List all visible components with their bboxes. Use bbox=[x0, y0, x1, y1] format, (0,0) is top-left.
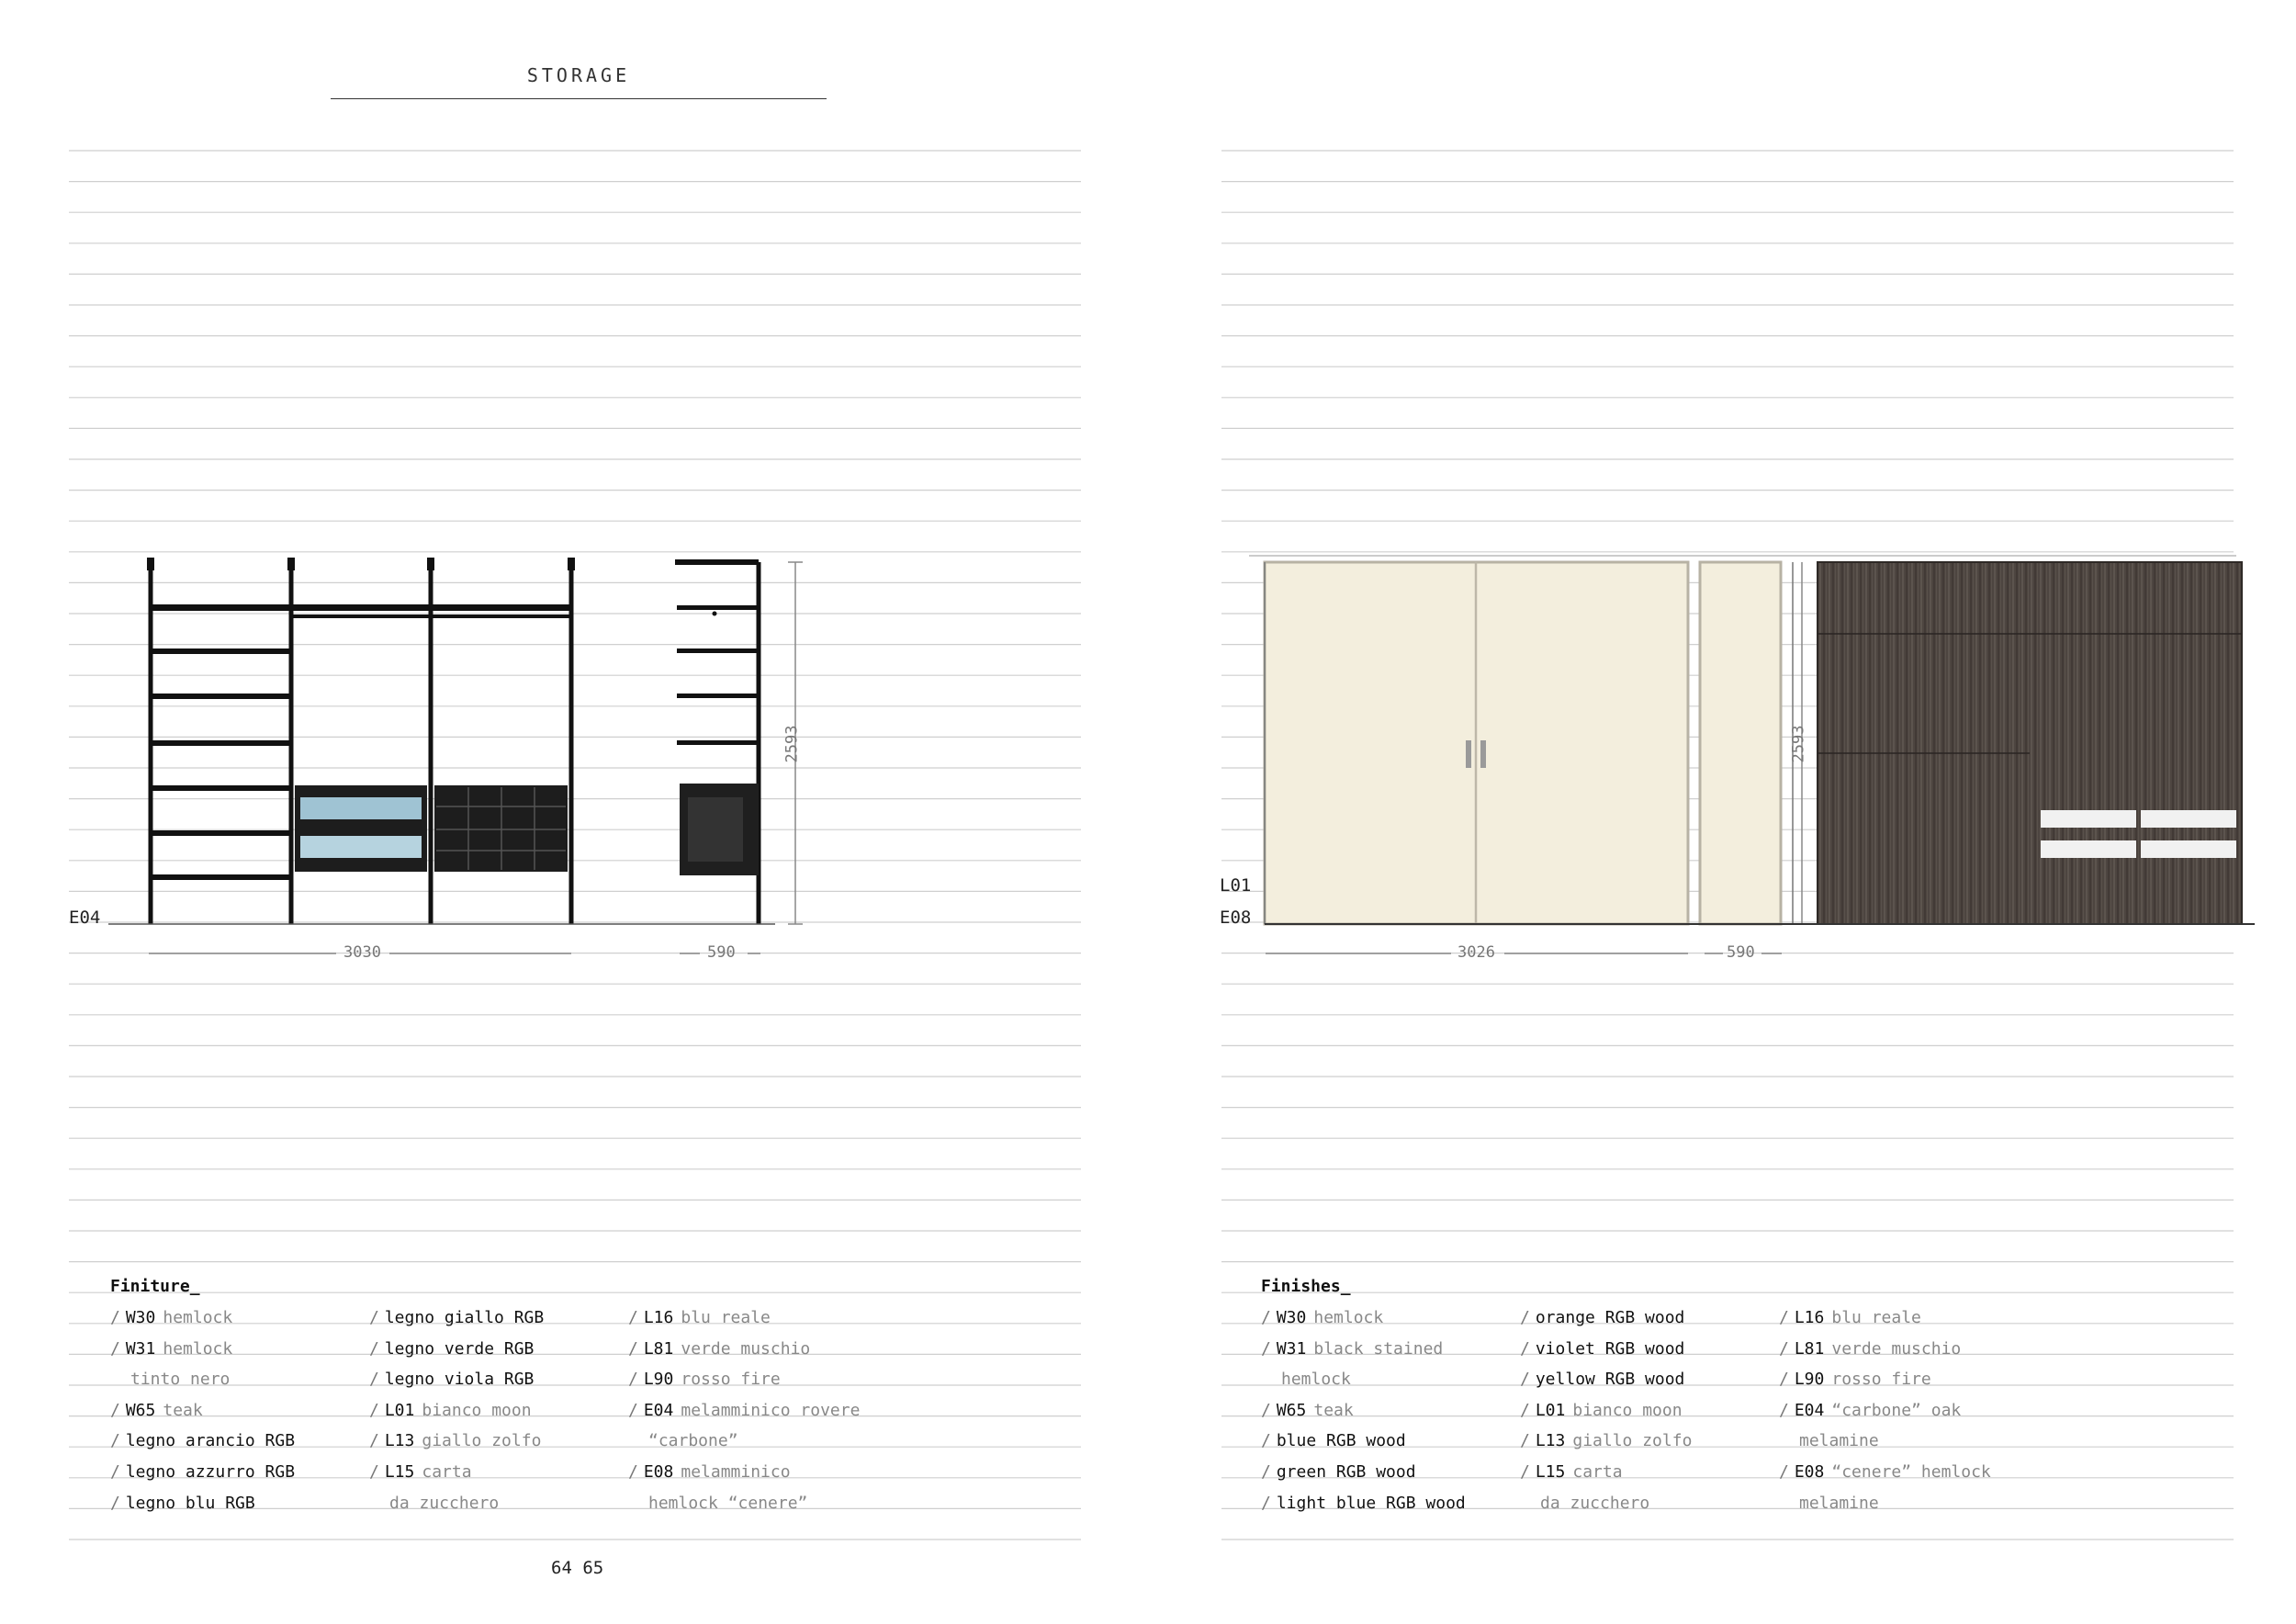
list-bullet: / bbox=[628, 1338, 638, 1359]
depth-dimension: 590 bbox=[707, 943, 736, 962]
finish-item-name: carta bbox=[422, 1461, 472, 1482]
finish-item-code: E04 bbox=[1794, 1400, 1825, 1420]
height-dimension: 2593 bbox=[1789, 725, 1808, 763]
finish-item bbox=[369, 1364, 544, 1395]
right-page bbox=[1148, 0, 2296, 1624]
finish-item bbox=[110, 1334, 295, 1365]
list-bullet: / bbox=[369, 1308, 379, 1327]
finish-item-name: carta bbox=[1572, 1461, 1623, 1482]
list-bullet: / bbox=[369, 1370, 379, 1390]
list-bullet: / bbox=[110, 1308, 120, 1327]
finish-item-continuation: tinto nero bbox=[130, 1370, 231, 1390]
finish-item-code: W65 bbox=[1276, 1400, 1307, 1420]
height-dimension: 2593 bbox=[782, 725, 802, 763]
finish-item-name: teak bbox=[163, 1400, 203, 1420]
finish-item bbox=[110, 1457, 295, 1488]
finish-item bbox=[110, 1488, 295, 1519]
finish-item-name: hemlock bbox=[163, 1338, 233, 1359]
finish-item bbox=[1520, 1457, 1692, 1488]
finish-item bbox=[1520, 1303, 1692, 1334]
finish-item-code: W31 bbox=[125, 1338, 156, 1359]
finish-item-code: E08 bbox=[643, 1461, 674, 1482]
finish-item-code: L15 bbox=[384, 1461, 415, 1482]
finish-item-code: L01 bbox=[384, 1400, 415, 1420]
finish-item bbox=[1520, 1395, 1692, 1427]
list-bullet: / bbox=[110, 1338, 120, 1359]
list-bullet: / bbox=[1261, 1308, 1271, 1327]
finish-item bbox=[1779, 1488, 1991, 1519]
list-bullet: / bbox=[110, 1493, 120, 1513]
finish-item-code: L16 bbox=[643, 1308, 674, 1327]
finish-item-code: E08 bbox=[1794, 1461, 1825, 1482]
finish-item bbox=[1520, 1364, 1692, 1395]
list-bullet: / bbox=[1520, 1370, 1530, 1390]
finish-item bbox=[1261, 1364, 1466, 1395]
finish-item-name: rosso fire bbox=[681, 1370, 781, 1390]
finish-item bbox=[1261, 1334, 1466, 1365]
finish-item bbox=[369, 1303, 544, 1334]
list-bullet: / bbox=[1520, 1308, 1530, 1327]
finish-item-code: L81 bbox=[1794, 1338, 1825, 1359]
finish-item bbox=[1779, 1303, 1991, 1334]
finish-item bbox=[628, 1426, 860, 1457]
list-bullet: / bbox=[110, 1400, 120, 1420]
finish-item bbox=[1261, 1395, 1466, 1427]
list-bullet: / bbox=[1520, 1431, 1530, 1451]
finish-item-continuation: melamine bbox=[1799, 1431, 1879, 1451]
list-bullet: / bbox=[1261, 1338, 1271, 1359]
finish-item-code: W31 bbox=[1276, 1338, 1307, 1359]
finish-item-code: E04 bbox=[643, 1400, 674, 1420]
finish-item-code: L01 bbox=[1535, 1400, 1566, 1420]
finish-item-code: L15 bbox=[1535, 1461, 1566, 1482]
finish-item-name: verde muschio bbox=[681, 1338, 811, 1359]
finish-item-name: legno blu RGB bbox=[125, 1493, 255, 1513]
finish-item bbox=[1779, 1334, 1991, 1365]
finish-item-name: yellow RGB wood bbox=[1535, 1370, 1685, 1390]
finish-list-col-2 bbox=[1520, 1303, 1692, 1518]
finish-item bbox=[1261, 1426, 1466, 1457]
finish-item-continuation: hemlock “cenere” bbox=[648, 1493, 808, 1513]
finish-item bbox=[1261, 1303, 1466, 1334]
finish-item-name: legno azzurro RGB bbox=[125, 1461, 296, 1482]
finish-item-name: legno arancio RGB bbox=[125, 1431, 296, 1451]
finishes-heading: Finiture_ bbox=[110, 1277, 200, 1296]
finish-item-name: hemlock bbox=[1313, 1308, 1384, 1327]
list-bullet: / bbox=[1520, 1461, 1530, 1482]
finish-list-col-2 bbox=[369, 1303, 544, 1518]
list-bullet: / bbox=[1779, 1461, 1789, 1482]
finish-item bbox=[369, 1395, 544, 1427]
list-bullet: / bbox=[369, 1338, 379, 1359]
list-bullet: / bbox=[369, 1461, 379, 1482]
finish-item bbox=[628, 1303, 860, 1334]
list-bullet: / bbox=[1779, 1370, 1789, 1390]
finish-item bbox=[1261, 1457, 1466, 1488]
list-bullet: / bbox=[628, 1370, 638, 1390]
finish-item bbox=[628, 1364, 860, 1395]
finish-list-col-3 bbox=[628, 1303, 860, 1518]
finish-item-name: verde muschio bbox=[1831, 1338, 1962, 1359]
list-bullet: / bbox=[1779, 1338, 1789, 1359]
list-bullet: / bbox=[369, 1431, 379, 1451]
finish-item-name: “cenere” hemlock bbox=[1831, 1461, 1991, 1482]
finish-list-col-1 bbox=[110, 1303, 295, 1518]
finish-item-name: legno verde RGB bbox=[384, 1338, 535, 1359]
finish-item-continuation: da zucchero bbox=[389, 1493, 500, 1513]
finish-code-label-e08: E08 bbox=[1220, 908, 1252, 928]
list-bullet: / bbox=[1520, 1400, 1530, 1420]
list-bullet: / bbox=[628, 1400, 638, 1420]
finish-item-name: blu reale bbox=[1831, 1308, 1921, 1327]
finish-item bbox=[369, 1334, 544, 1365]
finish-item-code: L90 bbox=[1794, 1370, 1825, 1390]
list-bullet: / bbox=[1779, 1400, 1789, 1420]
finish-item-name: black stained bbox=[1313, 1338, 1444, 1359]
list-bullet: / bbox=[110, 1461, 120, 1482]
finish-item-name: giallo zolfo bbox=[422, 1431, 542, 1451]
finish-item bbox=[1520, 1426, 1692, 1457]
width-dimension: 3026 bbox=[1458, 943, 1495, 962]
finish-item-code: L81 bbox=[643, 1338, 674, 1359]
finish-item-name: bianco moon bbox=[1572, 1400, 1683, 1420]
finish-item-name: melamminico rovere bbox=[681, 1400, 861, 1420]
list-bullet: / bbox=[1261, 1400, 1271, 1420]
finish-item-code: W65 bbox=[125, 1400, 156, 1420]
finish-item-continuation: “carbone” bbox=[648, 1431, 738, 1451]
finish-code-label-l01: L01 bbox=[1220, 875, 1252, 896]
finish-list-col-1 bbox=[1261, 1303, 1466, 1518]
finish-item-name: rosso fire bbox=[1831, 1370, 1931, 1390]
finish-item-name: green RGB wood bbox=[1276, 1461, 1416, 1482]
finish-item bbox=[628, 1395, 860, 1427]
list-bullet: / bbox=[369, 1400, 379, 1420]
finish-item bbox=[1261, 1488, 1466, 1519]
finish-item bbox=[369, 1426, 544, 1457]
list-bullet: / bbox=[1779, 1308, 1789, 1327]
finishes-heading: Finishes_ bbox=[1261, 1277, 1351, 1296]
finish-item-name: bianco moon bbox=[422, 1400, 532, 1420]
finish-item bbox=[1520, 1334, 1692, 1365]
finish-item-name: hemlock bbox=[163, 1308, 233, 1327]
finish-item-code: L13 bbox=[384, 1431, 415, 1451]
finish-item bbox=[110, 1364, 295, 1395]
finish-item bbox=[369, 1457, 544, 1488]
list-bullet: / bbox=[1261, 1461, 1271, 1482]
finish-item-name: blu reale bbox=[681, 1308, 771, 1327]
finish-item-name: violet RGB wood bbox=[1535, 1338, 1685, 1359]
finish-item bbox=[369, 1488, 544, 1519]
finish-item bbox=[628, 1488, 860, 1519]
finish-item bbox=[110, 1395, 295, 1427]
finish-item bbox=[628, 1457, 860, 1488]
finish-item bbox=[110, 1303, 295, 1334]
list-bullet: / bbox=[110, 1431, 120, 1451]
list-bullet: / bbox=[628, 1461, 638, 1482]
finish-item-continuation: hemlock bbox=[1281, 1370, 1351, 1390]
finish-item-name: teak bbox=[1313, 1400, 1354, 1420]
finish-item-continuation: melamine bbox=[1799, 1493, 1879, 1513]
page-numbers: 64 65 bbox=[551, 1558, 604, 1578]
finish-item-name: giallo zolfo bbox=[1572, 1431, 1693, 1451]
finish-item-code: W30 bbox=[125, 1308, 156, 1327]
finish-item-name: “carbone” oak bbox=[1831, 1400, 1962, 1420]
finish-item bbox=[1520, 1488, 1692, 1519]
finish-item-code: L16 bbox=[1794, 1308, 1825, 1327]
finish-item-code: W30 bbox=[1276, 1308, 1307, 1327]
finish-item-name: melamminico bbox=[681, 1461, 791, 1482]
finish-item bbox=[628, 1334, 860, 1365]
finish-item-name: legno giallo RGB bbox=[384, 1308, 545, 1327]
finish-item-code: L90 bbox=[643, 1370, 674, 1390]
list-bullet: / bbox=[628, 1308, 638, 1327]
finish-item bbox=[1779, 1426, 1991, 1457]
finish-list-col-3 bbox=[1779, 1303, 1991, 1518]
section-title: STORAGE bbox=[526, 64, 631, 86]
width-dimension: 3030 bbox=[343, 943, 381, 962]
finish-code-label: E04 bbox=[69, 908, 101, 928]
finish-item-name: orange RGB wood bbox=[1535, 1308, 1685, 1327]
finish-item-continuation: da zucchero bbox=[1540, 1493, 1650, 1513]
finish-item-name: light blue RGB wood bbox=[1276, 1493, 1466, 1513]
finish-item-name: blue RGB wood bbox=[1276, 1431, 1406, 1451]
list-bullet: / bbox=[1261, 1493, 1271, 1513]
finish-item bbox=[110, 1426, 295, 1457]
list-bullet: / bbox=[1261, 1431, 1271, 1451]
finish-item-name: legno viola RGB bbox=[384, 1370, 535, 1390]
depth-dimension: 590 bbox=[1727, 943, 1755, 962]
list-bullet: / bbox=[1520, 1338, 1530, 1359]
finish-item bbox=[1779, 1364, 1991, 1395]
finish-item bbox=[1779, 1395, 1991, 1427]
finish-item-code: L13 bbox=[1535, 1431, 1566, 1451]
finish-item bbox=[1779, 1457, 1991, 1488]
